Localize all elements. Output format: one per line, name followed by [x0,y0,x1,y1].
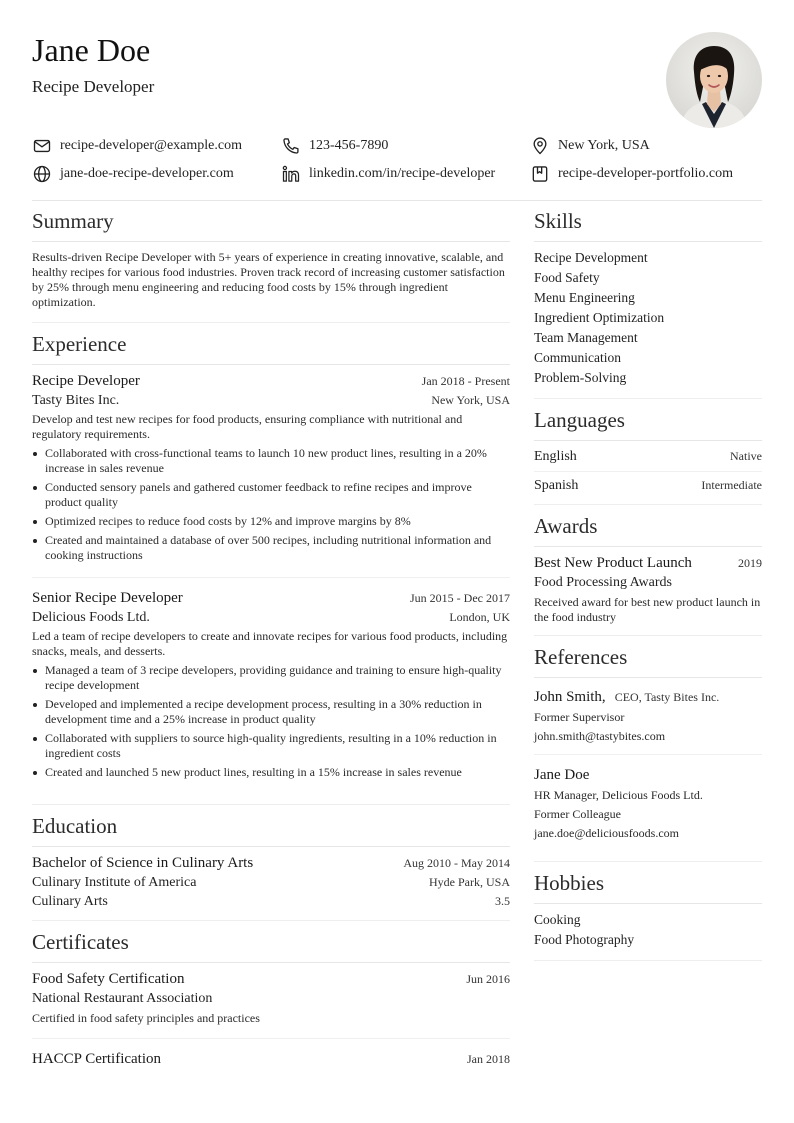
summary-text: Results-driven Recipe Developer with 5+ years of experience in creating innovative, scalable, and healthy recipes for various food industries. Proven track record of increasing customer satisfaction by 25% through menu engineering and reducing food costs by 15% through ingredient optimization. [32,250,505,309]
language-name: Spanish [534,478,579,493]
experience-heading: Experience [32,323,510,365]
left-column [32,200,510,1088]
hobbies-heading: Hobbies [534,862,762,904]
reference-entry [534,754,762,851]
education-gpa: 3.5 [495,894,510,908]
experience-section [32,323,510,805]
reference-email[interactable]: jane.doe@deliciousfoods.com [534,826,680,840]
school-name: Culinary Institute of America [32,875,197,890]
languages-heading: Languages [534,399,762,441]
achievement-item: Collaborated with suppliers to source high-quality ingredients, resulting in a 10% reduction in ingredient costs [32,731,510,761]
job-dates: Jun 2015 - Dec 2017 [410,591,510,605]
achievement-item: Created and maintained a database of over 500 recipes, including nutritional information and cooking instructions [32,533,510,563]
skill-item: Recipe Development [534,250,648,265]
skill-item: Menu Engineering [534,290,635,305]
reference-relation: Former Supervisor [534,710,625,724]
skill-item: Communication [534,350,621,365]
certificate-date: Jan 2018 [467,1052,510,1066]
references-heading: References [534,636,762,678]
phone-icon [281,136,301,156]
languages-section [534,399,762,505]
education-section [32,805,510,921]
contact-linkedin[interactable] [281,160,495,188]
skill-item: Food Safety [534,270,600,285]
reference-name: Jane Doe [534,767,590,783]
skill-item: Ingredient Optimization [534,310,665,325]
reference-position: CEO, Tasty Bites Inc. [614,690,720,704]
phone-text: 123-456-7890 [309,138,389,153]
skill-item: Team Management [534,330,638,345]
mail-icon [32,136,52,156]
hobbies-section [534,862,762,961]
achievement-item: Managed a team of 3 recipe developers, providing guidance and training to ensure high-quality recipe development [32,663,510,693]
language-level: Native [730,449,762,463]
job-description: Develop and test new recipes for food products, ensuring compliance with nutritional and regulatory requirements. [32,412,463,441]
certificate-date: Jun 2016 [466,972,510,986]
reference-email[interactable]: john.smith@tastybites.com [534,729,666,743]
profile-photo [666,32,762,128]
contact-list [32,132,762,188]
certificates-section [32,921,510,1088]
certificate-name: Food Safety Certification [32,971,185,987]
website-text: jane-doe-recipe-developer.com [60,166,234,181]
award-name: Best New Product Launch [534,555,692,571]
linkedin-text: linkedin.com/in/recipe-developer [309,166,496,181]
person-name: Jane Doe [32,32,151,68]
degree-name: Bachelor of Science in Culinary Arts [32,855,254,871]
award-description: Received award for best new product launch in the food industry [534,595,761,624]
achievement-item: Optimized recipes to reduce food costs by 12% and improve margins by 8% [32,514,510,529]
portfolio-icon [530,164,550,184]
education-heading: Education [32,805,510,847]
linkedin-icon [281,164,301,184]
skill-item: Problem-Solving [534,370,627,385]
job-company: Tasty Bites Inc. [32,393,120,408]
language-name: English [534,449,577,464]
job-role: Senior Recipe Developer [32,590,183,606]
skills-section [534,200,762,399]
contact-location [530,132,650,160]
certificate-description: Certified in food safety principles and practices [32,1011,260,1025]
globe-icon [32,164,52,184]
certificate-issuer: National Restaurant Association [32,991,213,1006]
right-column [534,200,762,961]
awards-section [534,505,762,636]
email-text: recipe-developer@example.com [60,138,242,153]
reference-position: HR Manager, Delicious Foods Ltd. [534,788,703,802]
resume-page [32,0,762,1067]
language-row [534,443,762,471]
contact-portfolio[interactable] [530,160,733,188]
reference-relation: Former Colleague [534,807,621,821]
experience-entry [32,577,510,794]
experience-entry [32,367,510,577]
achievement-item: Created and launched 5 new product lines, resulting in a 15% increase in sales revenue [32,765,510,780]
avatar-portrait-icon [666,32,762,128]
certificates-heading: Certificates [32,921,510,963]
achievement-item: Collaborated with cross-functional teams to launch 10 new product lines, resulting in a 20% increase in sales revenue [32,446,510,476]
contact-phone[interactable] [281,132,388,160]
skills-heading: Skills [534,200,762,242]
certificate-name: HACCP Certification [32,1051,162,1067]
certificate-entry [32,965,510,1038]
job-company: Delicious Foods Ltd. [32,610,150,625]
summary-heading: Summary [32,200,510,242]
portfolio-text: recipe-developer-portfolio.com [558,166,734,181]
hobby-item: Food Photography [534,932,635,947]
reference-name: John Smith, [534,689,606,705]
reference-entry [534,682,762,754]
contact-website[interactable] [32,160,234,188]
job-dates: Jan 2018 - Present [421,374,510,388]
achievement-item: Developed and implemented a recipe development process, resulting in a 30% reduction in development time and a 25% increase in product quality [32,697,510,727]
achievement-item: Conducted sensory panels and gathered customer feedback to refine recipes and improve product quality [32,480,510,510]
language-level: Intermediate [701,478,762,492]
summary-section [32,200,510,323]
award-year: 2019 [738,556,762,570]
references-section [534,636,762,862]
hobby-item: Cooking [534,912,581,927]
location-text: New York, USA [558,138,650,153]
job-achievements [32,663,510,780]
awards-heading: Awards [534,505,762,547]
education-dates: Aug 2010 - May 2014 [403,856,510,870]
field-of-study: Culinary Arts [32,894,108,909]
school-location: Hyde Park, USA [429,875,510,889]
job-role: Recipe Developer [32,373,140,389]
job-location: London, UK [449,610,510,624]
job-headline: Recipe Developer [32,77,155,96]
language-row [534,471,762,500]
certificate-entry [32,1038,510,1078]
location-pin-icon [530,136,550,156]
job-achievements [32,446,510,563]
award-issuer: Food Processing Awards [534,575,672,590]
resume-header [32,0,762,201]
job-location: New York, USA [431,393,510,407]
contact-email[interactable] [32,132,242,160]
job-description: Led a team of recipe developers to create and innovate recipes for various food products, including snacks, meals, and desserts. [32,629,508,658]
